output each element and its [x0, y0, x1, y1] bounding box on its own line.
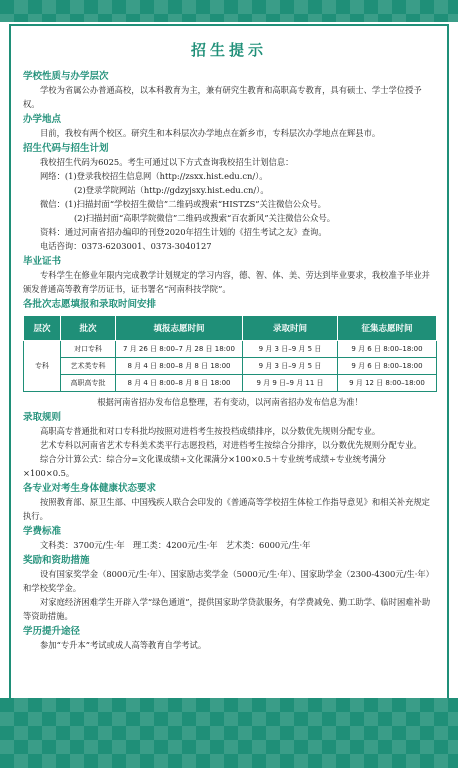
band-pattern — [0, 698, 458, 768]
schedule-table — [23, 315, 437, 392]
section-text-location: 目前，我校有两个校区。研究生和本科层次办学地点在新乡市，专科层次办学地点在辉县市。 — [40, 128, 381, 138]
bottom-decorative-band — [0, 698, 458, 768]
table-header-cell: 填报志愿时间 — [116, 316, 243, 341]
table-cell: 9 月 12 日 8:00–18:00 — [338, 375, 437, 392]
level-cell: 专科 — [24, 341, 61, 392]
plan-line: 我校招生代码为6025。考生可通过以下方式查询我校招生计划信息： — [40, 157, 294, 167]
table-cell: 9 月 3 日–9 月 5 日 — [243, 358, 338, 375]
section-heading-health: 各专业对考生身体健康状态要求 — [23, 483, 157, 494]
page-title: 招生提示 — [190, 41, 267, 59]
section-heading-rules: 录取规则 — [23, 412, 62, 423]
phone-line: 电话咨询：0373-6203001、0373-3040127 — [40, 241, 212, 251]
rules-paragraph: 艺术专科以河南省艺术专科美术类平行志愿投档，对进档考生按综合分排序，以分数优先规则分配专业。 — [40, 440, 422, 450]
notice-content — [23, 68, 437, 652]
rules-paragraph: 高职高专普通批和对口专科批均按照对进档考生按投档成绩排序，以分数优先规则分配专业。 — [40, 426, 381, 436]
top-decorative-band — [0, 0, 458, 22]
table-row — [24, 358, 437, 375]
table-header-cell: 征集志愿时间 — [338, 316, 437, 341]
section-heading-schedule: 各批次志愿填报和录取时间安排 — [23, 299, 157, 310]
schedule-note: 根据河南省招办发布信息整理，若有变动，以河南省招办发布信息为准！ — [97, 397, 363, 407]
plan-line: (2)登录学院网站（http://gdzyjsxy.hist.edu.cn/）。 — [74, 185, 269, 195]
table-header-cell: 录取时间 — [243, 316, 338, 341]
table-cell: 9 月 6 日 8:00–18:00 — [338, 341, 437, 358]
section-heading-location: 办学地点 — [23, 114, 62, 125]
band-pattern — [0, 0, 458, 22]
section-text-diploma: 专科学生在修业年限内完成教学计划规定的学习内容，德、智、体、美、劳达到毕业要求，我校准予毕业并颁发普通高等教育学历证书，证书署名“河南科技学院”。 — [23, 270, 430, 294]
plan-line: 资料：通过河南省招办编印的刊登2020年招生计划的《招生考试之友》查询。 — [40, 227, 327, 237]
aid-paragraph: 设有国家奖学金（8000元/生·年）、国家励志奖学金（5000元/生·年）、国家助学金（2300-4300元/生·年）和学校奖学金。 — [23, 569, 434, 593]
section-heading-aid: 奖励和资助措施 — [23, 555, 90, 566]
admission-notice-card — [9, 24, 449, 706]
table-row — [24, 375, 437, 392]
table-cell: 8 月 4 日 8:00–8 月 8 日 18:00 — [116, 375, 243, 392]
table-header-row — [24, 316, 437, 341]
table-cell: 9 月 9 日–9 月 11 日 — [243, 375, 338, 392]
plan-line: 网络：(1)登录我校招生信息网（http://zsxx.hist.edu.cn/）。 — [40, 171, 268, 181]
section-heading-nature: 学校性质与办学层次 — [23, 71, 109, 82]
section-text-nature: 学校为省属公办普通高校，以本科教育为主，兼有研究生教育和高职高专教育，具有硕士、学士学位授予权。 — [23, 85, 422, 109]
table-cell: 8 月 4 日 8:00–8 月 8 日 18:00 — [116, 358, 243, 375]
section-heading-tuition: 学费标准 — [23, 526, 62, 537]
plan-line: (2)扫描封面“高职学院微信”二维码或搜索“百农新风”关注微信公众号。 — [74, 213, 336, 223]
table-cell: 高职高专批 — [61, 375, 116, 392]
section-heading-code-plan: 招生代码与招生计划 — [23, 143, 109, 154]
aid-paragraph: 对家庭经济困难学生开辟入学“绿色通道”，提供国家助学贷款服务，有学费减免、勤工助学、临时困难补助等资助措施。 — [23, 597, 431, 621]
table-cell: 9 月 3 日–9 月 5 日 — [243, 341, 338, 358]
plan-line: 微信：(1)扫描封面“学校招生微信”二维码或搜索“HISTZS”关注微信公众号。 — [40, 199, 326, 209]
section-heading-upgrade: 学历提升途径 — [23, 626, 81, 637]
table-cell: 对口专科 — [61, 341, 116, 358]
section-text-tuition: 文科类：3700元/生·年 理工类：4200元/生·年 艺术类：6000元/生·年 — [40, 540, 311, 550]
rules-paragraph: 综合分计算公式：综合分=文化课成绩÷文化课满分×100×0.5＋专业统考成绩÷专业统考满分×100×0.5。 — [23, 454, 386, 478]
table-cell: 艺术类专科 — [61, 358, 116, 375]
table-header-cell: 层次 — [24, 316, 61, 341]
table-header-cell: 批次 — [61, 316, 116, 341]
section-heading-diploma: 毕业证书 — [23, 256, 62, 267]
table-row — [24, 341, 437, 358]
section-text-health: 按照教育部、原卫生部、中国残疾人联合会印发的《普通高等学校招生体检工作指导意见》和相关补充规定执行。 — [23, 497, 430, 521]
table-cell: 7 月 26 日 8:00–7 月 28 日 18:00 — [116, 341, 243, 358]
table-cell: 9 月 6 日 8:00–18:00 — [338, 358, 437, 375]
section-text-upgrade: 参加“专升本”考试或成人高等教育自学考试。 — [40, 640, 207, 650]
